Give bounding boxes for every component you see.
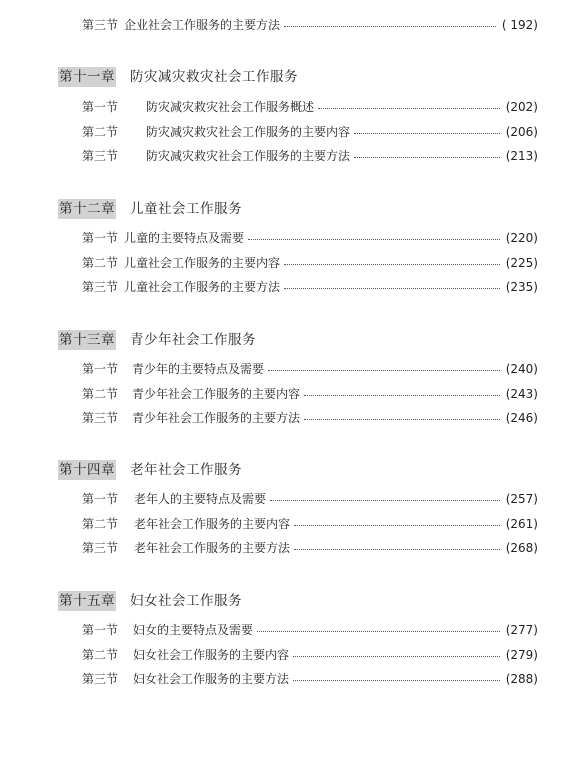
section-label: 第一节 — [82, 100, 119, 114]
section-label: 第三节 — [82, 18, 119, 32]
chapter-title: 防灾减灾救灾社会工作服务 — [130, 69, 298, 85]
section-title: 青少年社会工作服务的主要方法 — [132, 411, 301, 425]
chapter-title: 青少年社会工作服务 — [130, 332, 256, 348]
toc-section-entry[interactable] — [82, 147, 538, 165]
dot-leader — [284, 26, 496, 27]
section-label: 第一节 — [82, 362, 119, 376]
toc-section-entry[interactable] — [82, 278, 538, 296]
dot-leader — [284, 288, 500, 289]
section-label: 第三节 — [82, 672, 119, 686]
dot-leader — [294, 549, 500, 550]
dot-leader — [293, 680, 500, 681]
page-number: (261) — [505, 517, 538, 531]
section-title: 防灾减灾救灾社会工作服务的主要内容 — [146, 125, 351, 139]
section-title: 儿童社会工作服务的主要方法 — [124, 280, 281, 294]
section-title: 老年社会工作服务的主要方法 — [134, 541, 291, 555]
dot-leader — [354, 157, 500, 158]
page-number: (235) — [505, 280, 538, 294]
toc-section-entry[interactable] — [82, 16, 538, 34]
section-label: 第三节 — [82, 149, 119, 163]
page-number: (246) — [505, 411, 538, 425]
page-number: (202) — [505, 100, 538, 114]
section-label: 第二节 — [82, 648, 119, 662]
section-title: 老年社会工作服务的主要内容 — [134, 517, 291, 531]
chapter-heading[interactable] — [58, 460, 242, 480]
page-number: (206) — [505, 125, 538, 139]
section-label: 第三节 — [82, 411, 119, 425]
dot-leader — [284, 264, 500, 265]
page-number: (277) — [505, 623, 538, 637]
dot-leader — [293, 656, 500, 657]
dot-leader — [268, 370, 500, 371]
dot-leader — [354, 133, 500, 134]
dot-leader — [257, 631, 500, 632]
page-number: (240) — [505, 362, 538, 376]
section-title: 青少年社会工作服务的主要内容 — [132, 387, 301, 401]
page-number: (268) — [505, 541, 538, 555]
dot-leader — [270, 500, 500, 501]
dot-leader — [304, 395, 500, 396]
toc-section-entry[interactable] — [82, 385, 538, 403]
section-label: 第二节 — [82, 517, 119, 531]
toc-section-entry[interactable] — [82, 670, 538, 688]
section-label: 第二节 — [82, 256, 119, 270]
toc-section-entry[interactable] — [82, 229, 538, 247]
chapter-title: 老年社会工作服务 — [130, 462, 242, 478]
chapter-heading[interactable] — [58, 330, 256, 350]
section-label: 第一节 — [82, 492, 119, 506]
toc-section-entry[interactable] — [82, 98, 538, 116]
chapter-heading[interactable] — [58, 591, 242, 611]
section-title: 企业社会工作服务的主要方法 — [124, 18, 281, 32]
page-number: ( 192) — [501, 18, 538, 32]
section-title: 妇女的主要特点及需要 — [133, 623, 254, 637]
chapter-title: 儿童社会工作服务 — [130, 201, 242, 217]
toc-section-entry[interactable] — [82, 646, 538, 664]
chapter-label: 第十三章 — [59, 332, 115, 348]
toc-section-entry[interactable] — [82, 490, 538, 508]
section-label: 第二节 — [82, 125, 119, 139]
page-number: (257) — [505, 492, 538, 506]
dot-leader — [304, 419, 500, 420]
section-label: 第三节 — [82, 541, 119, 555]
section-title: 防灾减灾救灾社会工作服务的主要方法 — [146, 149, 351, 163]
page-number: (213) — [505, 149, 538, 163]
chapter-heading[interactable] — [58, 67, 298, 87]
section-label: 第一节 — [82, 231, 119, 245]
chapter-label: 第十二章 — [59, 201, 115, 217]
toc-section-entry[interactable] — [82, 515, 538, 533]
section-label: 第一节 — [82, 623, 119, 637]
toc-section-entry[interactable] — [82, 621, 538, 639]
toc-section-entry[interactable] — [82, 409, 538, 427]
section-title: 妇女社会工作服务的主要内容 — [133, 648, 290, 662]
chapter-heading[interactable] — [58, 199, 242, 219]
chapter-label: 第十一章 — [59, 69, 115, 85]
section-title: 儿童的主要特点及需要 — [124, 231, 245, 245]
dot-leader — [248, 239, 500, 240]
chapter-label: 第十五章 — [59, 593, 115, 609]
toc-section-entry[interactable] — [82, 360, 538, 378]
page-number: (225) — [505, 256, 538, 270]
section-label: 第二节 — [82, 387, 119, 401]
section-label: 第三节 — [82, 280, 119, 294]
section-title: 防灾减灾救灾社会工作服务概述 — [146, 100, 315, 114]
section-title: 青少年的主要特点及需要 — [132, 362, 265, 376]
page-number: (288) — [505, 672, 538, 686]
dot-leader — [318, 108, 500, 109]
toc-section-entry[interactable] — [82, 539, 538, 557]
toc-section-entry[interactable] — [82, 254, 538, 272]
chapter-title: 妇女社会工作服务 — [130, 593, 242, 609]
page-number: (220) — [505, 231, 538, 245]
toc-section-entry[interactable] — [82, 123, 538, 141]
page-number: (279) — [505, 648, 538, 662]
section-title: 妇女社会工作服务的主要方法 — [133, 672, 290, 686]
section-title: 儿童社会工作服务的主要内容 — [124, 256, 281, 270]
chapter-label: 第十四章 — [59, 462, 115, 478]
dot-leader — [294, 525, 500, 526]
section-title: 老年人的主要特点及需要 — [134, 492, 267, 506]
page-number: (243) — [505, 387, 538, 401]
